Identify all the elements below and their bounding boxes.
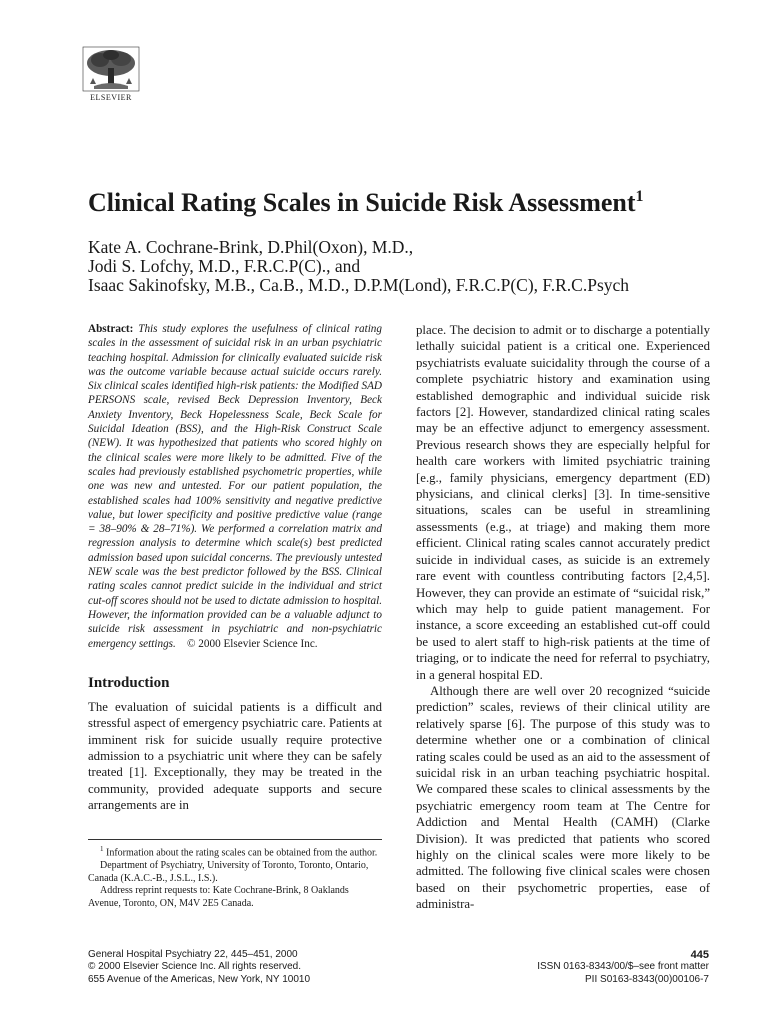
publisher-name: ELSEVIER bbox=[90, 93, 132, 102]
footer-journal-citation: General Hospital Psychiatry 22, 445–451, 2000 bbox=[88, 949, 298, 960]
abstract-copyright: © 2000 Elsevier Science Inc. bbox=[187, 637, 318, 650]
footnotes bbox=[88, 839, 382, 910]
page-number: 445 bbox=[690, 949, 709, 961]
abstract bbox=[88, 322, 382, 651]
footnote-marker: 1 bbox=[100, 845, 104, 853]
footnote-affiliation: Department of Psychiatry, University of Toronto, Toronto, Ontario, Canada (K.A.C.-B., J.S.L., I.S.). bbox=[88, 859, 369, 884]
footer-identifiers bbox=[537, 949, 709, 986]
abstract-label: Abstract: bbox=[88, 323, 134, 335]
left-column bbox=[88, 322, 382, 814]
tree-logo-icon bbox=[82, 46, 140, 92]
title-footnote-marker: 1 bbox=[635, 188, 644, 205]
author-line: Kate A. Cochrane-Brink, D.Phil(Oxon), M.D., bbox=[88, 237, 414, 257]
intro-paragraph-2: Although there are well over 20 recognized “suicide prediction” scales, reviews of their clinical utility are relatively sparse [6]. The purpose of this study was to determine whether one or a combination of clinical rating scales could be used as an aid to the assessment of suicidal risk in an urban teaching psychiatric hospital. We compared these scales to clinical assessments by the psychiatric emergency room team at The Centre for Addiction and Mental Health (CAMH) (Clarke Division). It was predicted that patients who scored highly on the clinical scales were more likely to be admitted. The following five clinical scales were chosen based on their psychometric properties, ease of administra- bbox=[416, 683, 710, 912]
section-heading-introduction: Introduction bbox=[88, 674, 170, 691]
author-line: Isaac Sakinofsky, M.B., Ca.B., M.D., D.P.M(Lond), F.R.C.P(C), F.R.C.Psych bbox=[88, 275, 630, 295]
title-text: Clinical Rating Scales in Suicide Risk Assessment bbox=[88, 188, 636, 217]
footer-address: 655 Avenue of the Americas, New York, NY 10010 bbox=[88, 973, 311, 985]
author-line: Jodi S. Lofchy, M.D., F.R.C.P(C)., and bbox=[88, 256, 361, 276]
article-title bbox=[88, 188, 644, 218]
footnote-1-text: Information about the rating scales can be obtained from the author. bbox=[106, 847, 378, 859]
footer-journal-info bbox=[88, 949, 310, 986]
footnote-1 bbox=[88, 843, 382, 860]
author-list bbox=[88, 238, 629, 295]
right-column bbox=[416, 322, 710, 913]
intro-paragraph-1: The evaluation of suicidal patients is a difficult and stressful aspect of emergency psychiatric care. Patients at imminent risk for suicide usually require protective admission to a psychiatric unit where they can be safely treated [1]. Exceptionally, they may be treated in the community, provided adequate supports and secure arrangements are in bbox=[88, 699, 382, 813]
footer-pii: PII S0163-8343(00)00106-7 bbox=[585, 973, 709, 985]
footer-copyright: © 2000 Elsevier Science Inc. All rights reserved. bbox=[88, 961, 302, 973]
footer-issn: ISSN 0163-8343/00/$–see front matter bbox=[537, 961, 709, 973]
footnote-reprint-address: Address reprint requests to: Kate Cochrane-Brink, 8 Oaklands Avenue, Toronto, ON, M4V 2E5 Canada. bbox=[88, 885, 349, 909]
publisher-logo bbox=[80, 46, 142, 102]
abstract-text: This study explores the usefulness of clinical rating scales in the assessment of suicidal risk in an urban psychiatric teaching hospital. Admission for clinically evaluated suicide risk was the outcome variable because actual suicide occurs rarely. Six clinical scales identified high-risk patients: the Modified SAD PERSONS scale, revised Beck Depression Inventory, Beck Anxiety Inventory, Beck Hopelessness Scale, Beck Scale for Suicidal Ideation (BSS), and the High-Risk Construct Scale (NEW). It was hypothesized that patients who scored highly on the clinical scales were more likely to be admitted. Five of the scales had previously established psychometric properties, while one was new and untested. For our patient population, the established scales had 100% sensitivity and negative predictive value, but lower specificity and positive predictive value (range = 38–90% & 28–71%). We performed a correlation matrix and regression analysis to determine which scale(s) best predicted admission based upon suicidal concerns. The previously untested NEW scale was the best predictor followed by the BSS. Clinical rating scales cannot predict suicide in the individual and strict cut-off scores should not be used to dictate admission to hospital. However, the information provided can be a valuable adjunct to suicide risk assessment in psychiatric and non-psychiatric emergency settings. bbox=[88, 323, 382, 650]
intro-paragraph-1-continued: place. The decision to admit or to discharge a potentially lethally suicidal patient is a critical one. Experienced psychiatrists evaluate suicidality through the course of a complete psychiatric history and examination using established demographic and individual suicide risk factors [2]. However, standardized clinical rating scales may be an effective adjunct to emergency assessment. Previous research shows they are especially helpful for health care workers with limited psychiatric training [e.g., family physicians, emergency department (ED) physicians, and clinical clerks] [3]. In time-sensitive situations, scales can be useful in streamlining assessments (e.g., at triage) and making them more efficient. Clinical rating scales cannot accurately predict suicide in individual cases, as suicide is an extremely rare event with countless contributing factors [2,4,5]. However, they can provide an estimate of “suicidal risk,” which may help to guide patient management. For instance, a score exceeding an established cut-off could be used to alert staff to high-risk patients at the time of triaging, or to indicate the need for referral to psychiatry, in a general hospital ED. bbox=[416, 323, 710, 682]
